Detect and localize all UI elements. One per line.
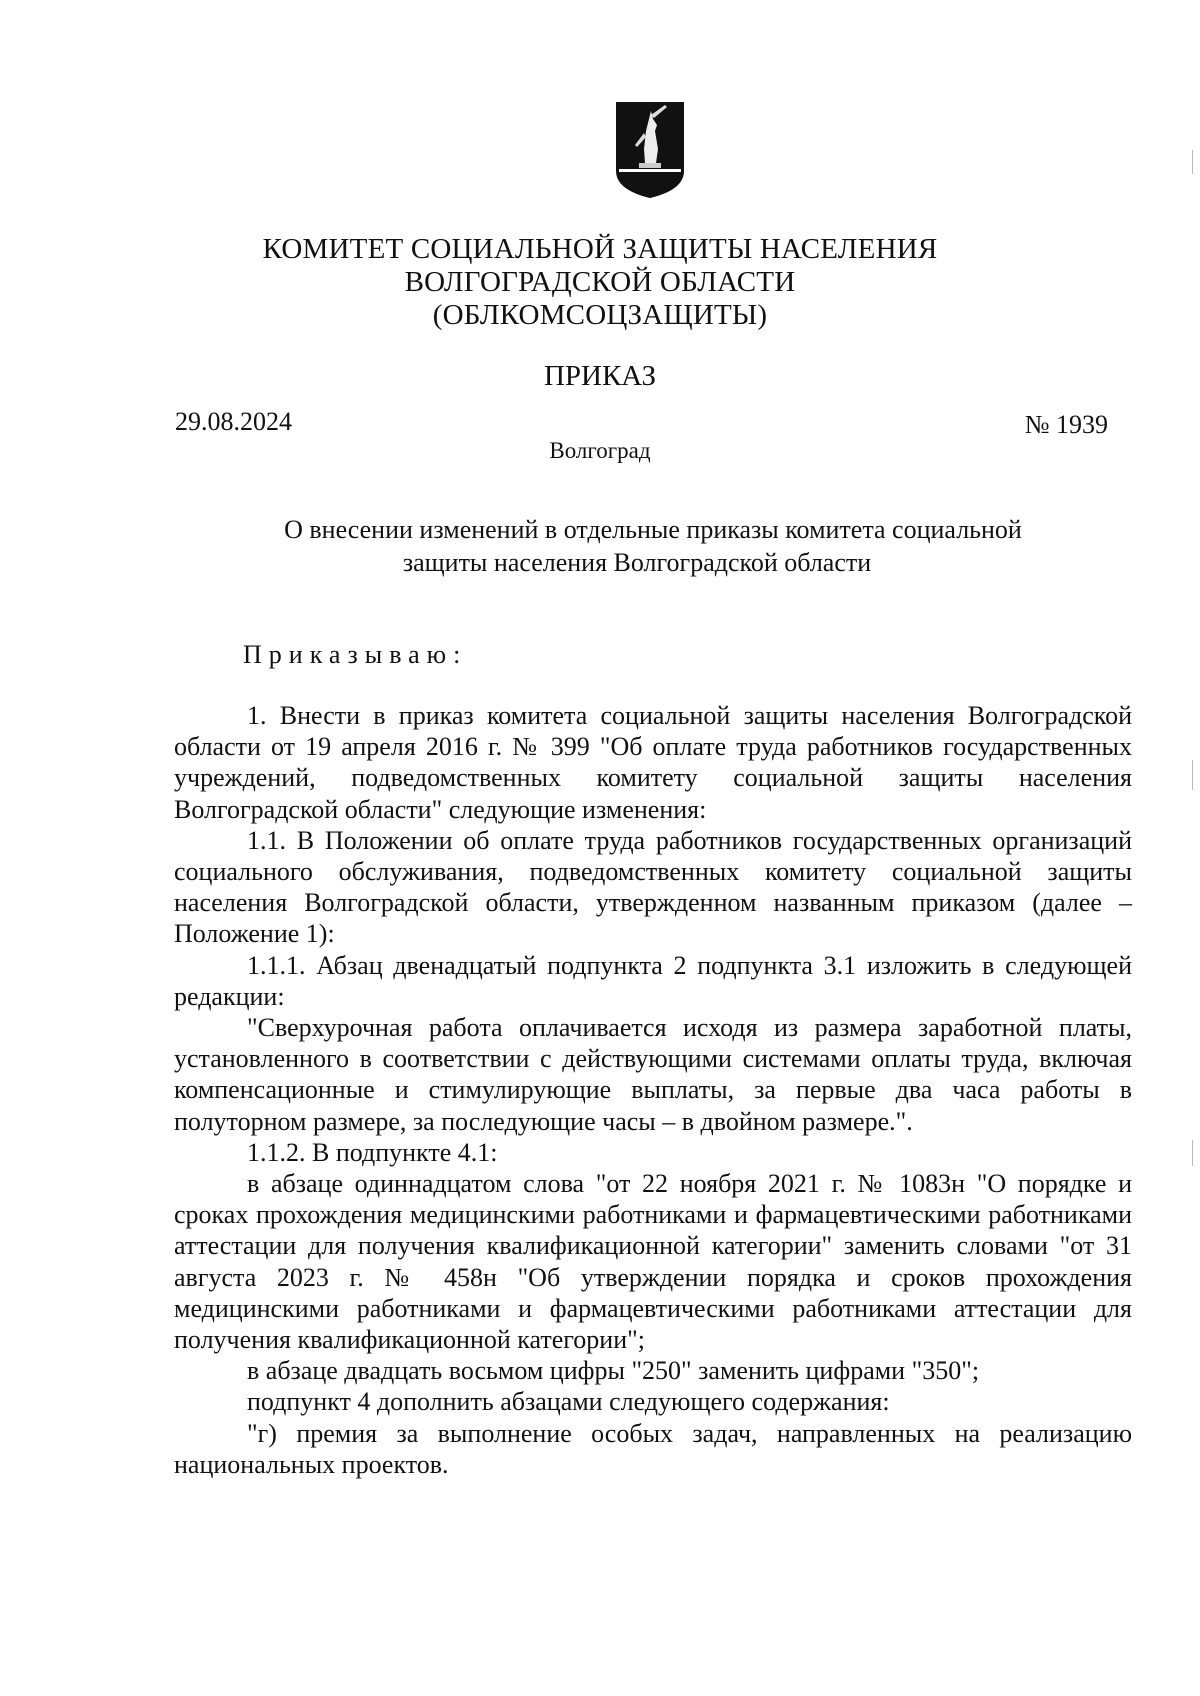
paragraph-abzac-28: в абзаце двадцать восьмом цифры "250" заменить цифрами "350"; [247, 1356, 980, 1386]
document-type: ПРИКАЗ [543, 360, 657, 392]
quoted-text: "Сверхурочная работа оплачивается исходя из размера заработной платы, установленного в соответствии с действующими системами оплаты труда, включая компенсационные и стимулирующие выплаты, за первые два часа работы в полуторном размере, за последующие часы – в двойном размере.". [174, 1013, 1132, 1136]
document-date: 29.08.2024 [175, 407, 292, 436]
title-line2: защиты населения Волгоградской области [402, 548, 872, 577]
scan-margin-mark [1192, 150, 1193, 174]
coat-of-arms-icon [615, 101, 685, 199]
document-number: № 1939 [1024, 410, 1108, 439]
scan-margin-mark [1192, 1140, 1193, 1166]
paragraph-1-1-2: 1.1.2. В подпункте 4.1: [247, 1137, 498, 1167]
scan-margin-mark [1192, 760, 1193, 790]
paragraph-1-1-1: 1.1.1. Абзац двенадцатый подпункта 2 подпункта 3.1 изложить в следующей редакции: [174, 950, 1132, 1011]
paragraph-premium: "г) премия за выполнение особых задач, направленных на реализацию национальных проектов. [174, 1418, 1132, 1479]
paragraph-1-1: 1.1. В Положении об оплате труда работников государственных организаций социального обслуживания, подведомственных комитету социальной защиты населения Волгоградской области, утвержденном названным приказом (далее – Положение 1): [174, 825, 1132, 949]
paragraph-podpunkt-4: подпункт 4 дополнить абзацами следующего содержания: [247, 1387, 890, 1417]
org-name-line1: КОМИТЕТ СОЦИАЛЬНОЙ ЗАЩИТЫ НАСЕЛЕНИЯ [262, 233, 938, 265]
paragraph-abzac-11: в абзаце одиннадцатом слова "от 22 ноября 2021 г. № 1083н "О порядке и сроках прохождения медицинскими работниками и фармацевтическими работниками аттестации для получения квалификационной категории" заменить словами "от 31 августа 2023 г. № 458н "Об утверждении порядка и сроков прохождения медицинскими работниками и фармацевтическими работниками аттестации для получения квалификационной категории"; [174, 1169, 1132, 1355]
document-title [0, 513, 1200, 579]
document-city: Волгоград [549, 438, 651, 463]
paragraph-1: 1. Внести в приказ комитета социальной защиты населения Волгоградской области от 19 апреля 2016 г. № 399 "Об оплате труда работников государственных учреждений, подведомственных комитету социальной защиты населения Волгоградской области" следующие изменения: [174, 701, 1132, 824]
document-body [174, 700, 1132, 1480]
title-line1: О внесении изменений в отдельные приказы комитета социальной [284, 515, 1022, 544]
org-name-abbreviation: (ОБЛКОМСОЦЗАЩИТЫ) [432, 299, 768, 331]
decree-word: Приказываю: [243, 640, 468, 669]
org-name-line2: ВОЛГОГРАДСКОЙ ОБЛАСТИ [404, 266, 796, 298]
